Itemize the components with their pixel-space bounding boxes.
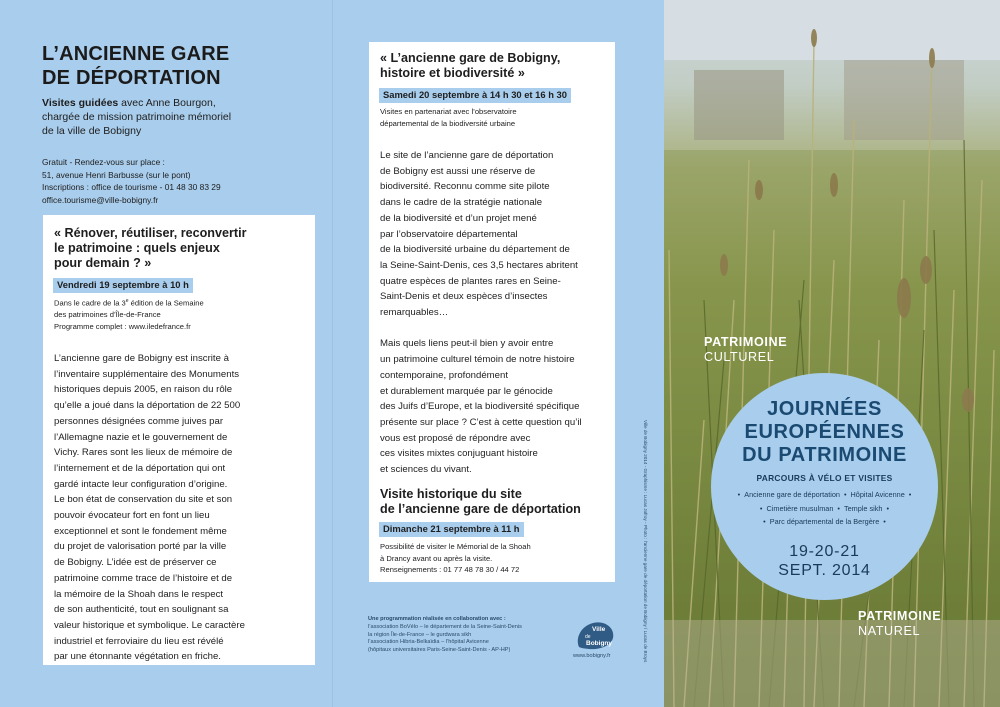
body-line: contemporaine, profondément <box>380 369 508 381</box>
event-title <box>380 487 610 517</box>
body-line: l’inventaire supplémentaire des Monuments <box>54 368 240 380</box>
body-line: un patrimoine culturel témoin de notre histoire <box>380 354 575 366</box>
contact-email: office.tourisme@ville-bobigny.fr <box>42 194 159 205</box>
section-title <box>42 42 322 90</box>
body-line: et durablement marquée par le génocide <box>380 385 553 397</box>
body-line: par l’observatoire départemental <box>380 228 518 240</box>
event-title-line: le patrimoine : quels enjeux <box>54 241 220 255</box>
logo-word: de <box>585 634 591 640</box>
website-url: www.bobigny.fr <box>573 653 611 659</box>
event-title <box>380 51 610 81</box>
dates-line: 19-20-21 <box>789 543 860 560</box>
patrimoine-naturel-label <box>858 609 941 639</box>
event-description <box>54 351 310 665</box>
body-line: ces visites mixtes conjuguant histoire <box>380 448 538 460</box>
bullet-icon: • <box>763 517 766 526</box>
guide-role: chargée de mission patrimoine mémoriel <box>42 111 232 123</box>
jep-title-line: EUROPÉENNES <box>744 421 905 443</box>
section-title-line: L’ANCIENNE GARE <box>42 43 230 65</box>
body-line: pouvoir évocateur fort en font un lieu <box>54 510 210 522</box>
sites-list <box>711 488 938 529</box>
body-line: Le site de l’ancienne gare de déportation <box>380 150 554 161</box>
body-line: l’Allemagne nazie et le gouvernement de <box>54 431 228 443</box>
vertical-credit: Ville de Bobigny 2014 - Graphisme : Lucas Jofroy - Photo : l’ancienne gare de déportation de Bobigny / Lucas de Broys <box>643 420 648 663</box>
event-info-text: Renseignements : 01 77 48 78 30 / 44 72 <box>380 565 520 574</box>
label-word: CULTUREL <box>704 350 775 364</box>
body-line: par une étonnante végétation en friche. <box>54 651 221 663</box>
event-info <box>380 541 610 576</box>
body-line: vous est proposé de répondre avec <box>380 432 531 444</box>
body-line: de la biodiversité urbaine du département de <box>380 244 570 256</box>
bullet-icon: • <box>837 503 840 513</box>
event-title-line: Visite historique du site <box>380 487 522 501</box>
bullet-icon: • <box>883 517 886 526</box>
body-line: remarquables… <box>380 307 449 319</box>
site-item: Cimetière musulman <box>766 503 834 513</box>
event-info-text: Visites en partenariat avec l’observatoire <box>380 107 517 116</box>
guide-employer: de la ville de Bobigny <box>42 125 142 137</box>
body-line: de son authenticité, tout en soulignant sa <box>54 604 229 616</box>
body-line: Vichy. Rares sont les lieux de mémoire de <box>54 447 233 459</box>
body-line: L’ancienne gare de Bobigny est inscrite à <box>54 353 229 364</box>
body-line: valeur historique et symbolique. Le caractère <box>54 619 245 631</box>
jep-title <box>711 398 938 467</box>
logo-word: Bobigny <box>586 640 612 647</box>
practical-line: Gratuit - Rendez-vous sur place : <box>42 157 165 167</box>
event-title-line: « L’ancienne gare de Bobigny, <box>380 51 561 65</box>
practical-line: 51, avenue Henri Barbusse (sur le pont) <box>42 169 191 180</box>
event-title <box>54 226 304 271</box>
event-info-text: Possibilité de visiter le Mémorial de la Shoah <box>380 542 531 551</box>
body-line: la Seine-Saint-Denis, ces 3,5 hectares abritent <box>380 259 578 271</box>
body-line: l’internement et de la déportation qui ont <box>54 462 226 474</box>
body-line: dans le cadre de la stratégie nationale <box>380 197 543 209</box>
body-line: historiques depuis 2005, en raison du rôle <box>54 384 233 396</box>
logo-word: Ville <box>592 626 606 633</box>
site-item: Temple sikh <box>843 503 883 513</box>
event-title-line: pour demain ? » <box>54 256 152 270</box>
guided-tours-intro <box>42 96 312 138</box>
event-title-line: « Rénover, réutiliser, reconvertir <box>54 226 247 240</box>
label-word: PATRIMOINE <box>858 609 942 623</box>
ville-de-bobigny-logo <box>573 620 617 650</box>
credits-heading: Une programmation réalisée en collaboration avec : <box>368 616 506 622</box>
jep-dates <box>711 542 938 580</box>
partners-credits <box>368 616 568 655</box>
body-line: qu’elle a joué dans la déportation de 22 500 <box>54 400 241 412</box>
guided-tours-label: Visites guidées <box>42 97 119 109</box>
bullet-icon: • <box>737 490 741 499</box>
body-line: gardé intacte leur configuration d’origine. <box>54 478 228 490</box>
body-line: du projet de valorisation porté par la ville <box>54 541 227 553</box>
fold-line <box>332 0 333 707</box>
guide-name: avec Anne Bourgon, <box>118 97 216 109</box>
event-info-text: des patrimoines d’Île-de-France <box>54 310 161 320</box>
label-word: PATRIMOINE <box>704 335 788 349</box>
body-line: quatre espèces de plantes rares en Seine- <box>380 275 561 287</box>
body-line: la mémoire de la Shoah dans le respect <box>54 588 224 600</box>
body-line: Mais quels liens peut-il bien y avoir entre <box>380 338 554 350</box>
credits-line: (hôpitaux universitaires Paris-Seine-Saint-Denis - AP-HP) <box>368 647 511 654</box>
jep-subtitle: PARCOURS À VÉLO ET VISITES <box>756 473 893 483</box>
credits-line: l’association Hibria-Belkaïdia – l’hôpital Avicenne <box>368 639 489 646</box>
body-line: biodiversité. Reconnu comme site pilote <box>380 181 550 193</box>
site-item: Ancienne gare de déportation <box>744 490 840 499</box>
event-box-weekend <box>369 42 615 582</box>
jep-title-line: JOURNÉES <box>767 398 882 420</box>
ordinal-suffix: e <box>125 298 129 304</box>
event-info-text: Dans le cadre de la 3 <box>54 298 126 308</box>
site-item: Parc départemental de la Bergère <box>769 517 880 526</box>
body-line: industriel et ferroviaire du lieu est révélé <box>54 635 224 647</box>
practical-info <box>42 156 312 206</box>
section-title-line: DE DÉPORTATION <box>42 67 221 89</box>
bullet-icon: • <box>759 503 763 513</box>
body-line: présente sur place ? C’est à cette question qu’il <box>380 416 582 428</box>
body-line: personnes désignées comme juives par <box>54 415 224 427</box>
body-line: exceptionnel et sont le fondement même <box>54 525 227 537</box>
event-info <box>380 106 610 129</box>
event-info-text: Programme complet : www.iledefrance.fr <box>54 321 191 331</box>
event-date: Samedi 20 septembre à 14 h 30 et 16 h 30 <box>379 88 571 103</box>
event-title-line: de l’ancienne gare de déportation <box>380 502 581 516</box>
event-title-line: histoire et biodiversité » <box>380 66 525 80</box>
credits-line: la région Île-de-France – le gurdwara sikh <box>368 631 472 638</box>
dates-line: SEPT. 2014 <box>778 562 871 579</box>
event-date: Dimanche 21 septembre à 11 h <box>379 522 524 537</box>
event-info-text: édition de la Semaine <box>128 298 204 308</box>
credits-line: l’association BoVélo – le département de la Seine-Saint-Denis <box>368 623 522 630</box>
body-line: et sciences du vivant. <box>380 464 472 476</box>
body-line: patrimoine comme trace de l’histoire et de <box>54 572 233 584</box>
body-line: de Bobigny. L’idée est de préserver ce <box>54 557 217 569</box>
body-line: Le bon état de conservation du site et son <box>54 494 233 506</box>
bullet-icon: • <box>908 490 912 499</box>
event-date: Vendredi 19 septembre à 10 h <box>53 278 193 293</box>
body-line: de la biodiversité et d’un projet mené <box>380 212 537 224</box>
patrimoine-culturel-label <box>704 335 787 365</box>
label-word: NATUREL <box>858 624 921 638</box>
jep-title-line: DU PATRIMOINE <box>742 444 907 466</box>
bullet-icon: • <box>843 490 847 499</box>
event-info-text: départemental de la biodiversité urbaine <box>380 118 516 128</box>
body-line: Saint-Denis et deux espèces d’insectes <box>380 291 548 303</box>
event-info-text: à Drancy avant ou après la visite. <box>380 553 493 563</box>
event-description <box>380 148 620 478</box>
bullet-icon: • <box>886 503 890 513</box>
body-line: de Bobigny est aussi une réserve de <box>380 165 536 177</box>
event-box-friday <box>43 215 315 665</box>
body-line: des Juifs d’Europe, et la biodiversité spécifique <box>380 401 580 413</box>
practical-line: Inscriptions : office de tourisme - 01 48 30 83 29 <box>42 182 221 193</box>
event-info <box>54 296 304 332</box>
site-item: Hôpital Avicenne <box>850 490 905 499</box>
